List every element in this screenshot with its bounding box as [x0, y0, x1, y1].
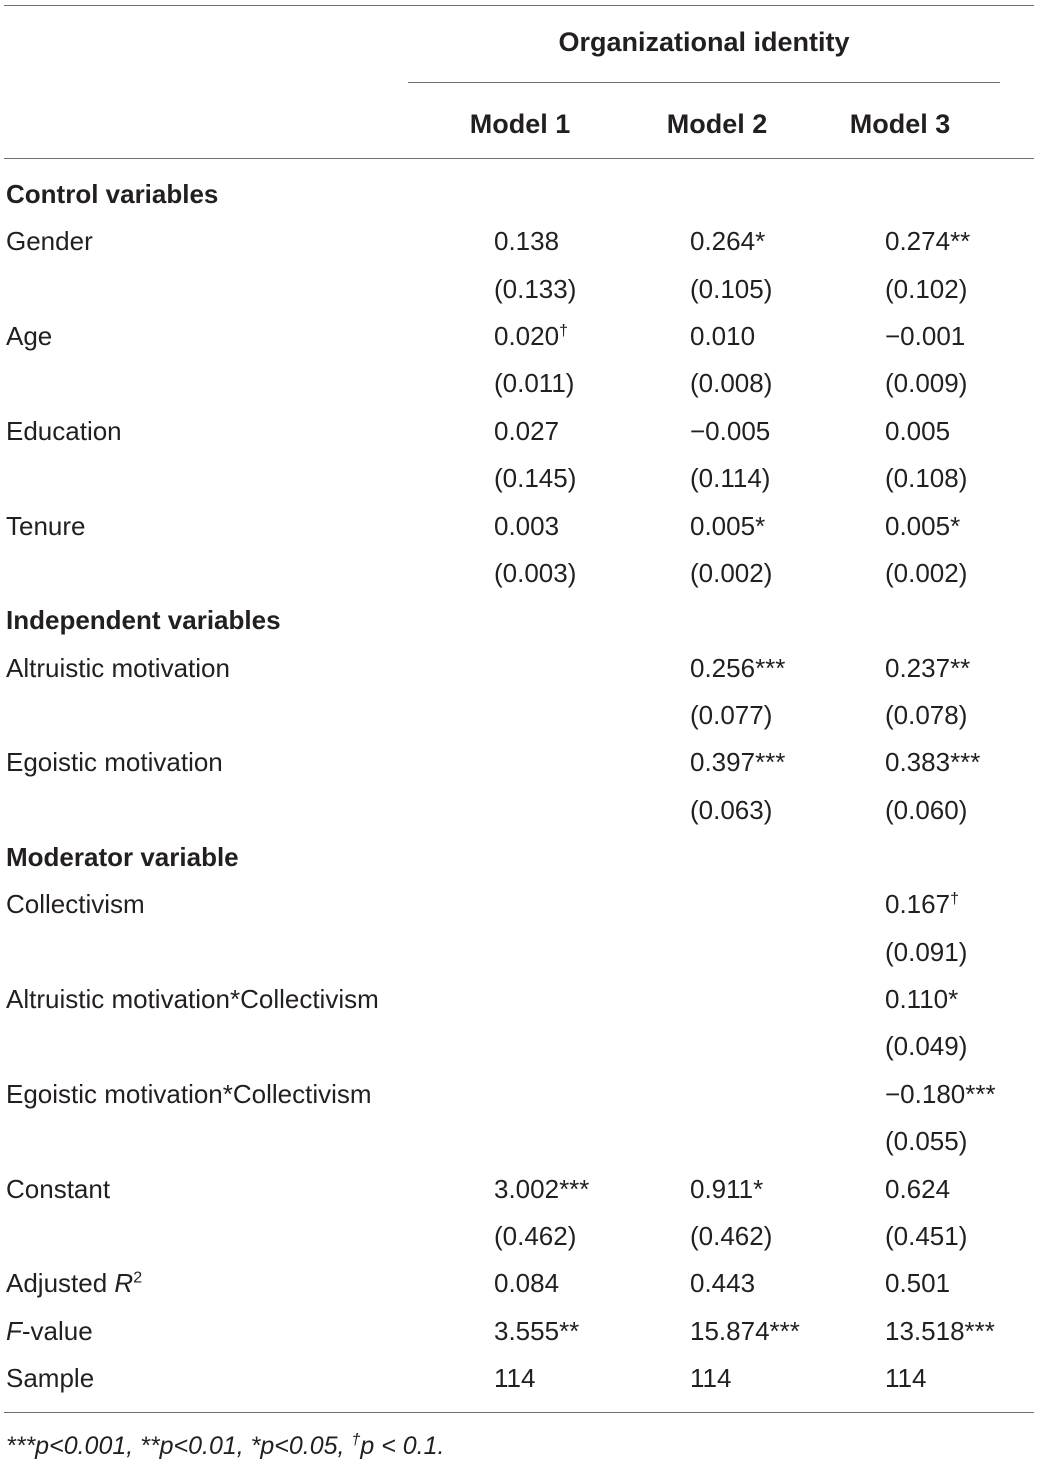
column-header-model-3: Model 3	[849, 109, 951, 139]
cell-model-3: 0.005*	[885, 510, 961, 541]
table-row	[0, 408, 1040, 455]
table-row	[0, 455, 1040, 502]
column-header-model-1: Model 1	[469, 109, 571, 139]
cell-model-2: −0.005	[690, 415, 771, 446]
section-row	[0, 171, 1040, 218]
cell-model-2: 114	[690, 1362, 732, 1393]
row-label: Altruistic motivation	[6, 652, 230, 683]
table-row	[0, 1023, 1040, 1070]
cell-model-3: (0.009)	[885, 368, 968, 399]
group-header: Organizational identity	[558, 27, 850, 57]
cell-model-2: 0.264*	[690, 226, 766, 257]
row-label: Tenure	[6, 510, 86, 541]
row-label: Collectivism	[6, 889, 145, 920]
table-row	[0, 787, 1040, 834]
cell-model-2: 0.443	[690, 1268, 756, 1299]
table-row	[0, 1166, 1040, 1213]
row-label: Sample	[6, 1362, 95, 1393]
row-label: Egoistic motivation*Collectivism	[6, 1078, 372, 1109]
cell-model-3: 0.624	[885, 1173, 951, 1204]
table-row	[0, 1071, 1040, 1118]
cell-model-3: 13.518***	[885, 1315, 995, 1346]
cell-model-3: 0.110*	[885, 984, 959, 1015]
cell-model-3: 0.237**	[885, 652, 971, 683]
section-label: Independent variables	[6, 605, 281, 636]
top-rule	[4, 5, 1034, 6]
cell-model-2: (0.114)	[690, 463, 771, 494]
section-label: Control variables	[6, 179, 219, 209]
cell-model-3: (0.108)	[885, 463, 968, 494]
cell-model-3: 0.167†	[885, 889, 959, 920]
cell-model-3: −0.180***	[885, 1078, 996, 1109]
table-row	[0, 550, 1040, 597]
bottom-rule	[4, 1412, 1034, 1413]
table-row	[0, 692, 1040, 739]
cell-model-1: 3.002***	[494, 1173, 590, 1204]
cell-model-2: (0.077)	[690, 699, 773, 730]
group-header-rule	[408, 82, 1000, 83]
table-row	[0, 266, 1040, 313]
table-body	[0, 171, 1040, 1402]
cell-model-1: (0.133)	[494, 273, 577, 304]
table-row	[0, 1355, 1040, 1402]
cell-model-3: (0.091)	[885, 936, 968, 967]
cell-model-1: (0.011)	[494, 368, 575, 399]
cell-model-2: (0.105)	[690, 273, 773, 304]
table-row	[0, 1118, 1040, 1165]
cell-model-2: 0.010	[690, 321, 756, 352]
row-label: Education	[6, 415, 122, 446]
cell-model-3: (0.102)	[885, 273, 968, 304]
cell-model-3: (0.002)	[885, 557, 968, 588]
cell-model-1: 0.084	[494, 1268, 560, 1299]
table-row	[0, 739, 1040, 786]
cell-model-3: (0.078)	[885, 699, 968, 730]
section-row	[0, 834, 1040, 881]
cell-model-2: (0.063)	[690, 794, 773, 825]
header-rule	[4, 158, 1034, 159]
cell-model-3: (0.060)	[885, 794, 968, 825]
cell-model-3: −0.001	[885, 321, 966, 352]
table-row	[0, 976, 1040, 1023]
cell-model-3: 114	[885, 1362, 927, 1393]
cell-model-3: 0.005	[885, 415, 951, 446]
cell-model-1: (0.145)	[494, 463, 577, 494]
section-row	[0, 597, 1040, 644]
table-row	[0, 881, 1040, 928]
cell-model-2: (0.462)	[690, 1220, 773, 1251]
column-header-model-2: Model 2	[666, 109, 768, 139]
cell-model-2: (0.002)	[690, 557, 773, 588]
cell-model-2: (0.008)	[690, 368, 773, 399]
cell-model-3: 0.501	[885, 1268, 951, 1299]
table-row	[0, 313, 1040, 360]
cell-model-3: (0.451)	[885, 1220, 968, 1251]
row-label: Age	[6, 321, 53, 352]
cell-model-1: 0.138	[494, 226, 560, 257]
cell-model-3: (0.049)	[885, 1031, 968, 1062]
row-label: Gender	[6, 226, 93, 257]
cell-model-2: 0.911*	[690, 1173, 764, 1204]
cell-model-1: 0.020†	[494, 321, 568, 352]
cell-model-1: (0.462)	[494, 1220, 577, 1251]
table-row	[0, 1260, 1040, 1307]
cell-model-2: 0.397***	[690, 747, 786, 778]
row-label: Altruistic motivation*Collectivism	[6, 984, 379, 1015]
row-label: Adjusted $R^2$	[6, 1268, 143, 1299]
cell-model-2: 15.874***	[690, 1315, 800, 1346]
table-row	[0, 1213, 1040, 1260]
cell-model-1: 3.555**	[494, 1315, 580, 1346]
cell-model-3: (0.055)	[885, 1126, 968, 1157]
cell-model-3: 0.274**	[885, 226, 971, 257]
row-label: F-value	[6, 1315, 93, 1346]
cell-model-1: 0.003	[494, 510, 560, 541]
table-row	[0, 360, 1040, 407]
cell-model-1: (0.003)	[494, 557, 577, 588]
cell-model-1: 114	[494, 1362, 536, 1393]
table-row	[0, 929, 1040, 976]
cell-model-1: 0.027	[494, 415, 560, 446]
cell-model-2: 0.005*	[690, 510, 766, 541]
table-row	[0, 218, 1040, 265]
row-label: Egoistic motivation	[6, 747, 223, 778]
section-label: Moderator variable	[6, 842, 239, 873]
row-label: Constant	[6, 1173, 111, 1204]
table-row	[0, 645, 1040, 692]
cell-model-3: 0.383***	[885, 747, 981, 778]
table-row	[0, 1308, 1040, 1355]
footnote: ***p<0.001, **p<0.01, *p<0.05, †p < 0.1.	[6, 1431, 445, 1460]
cell-model-2: 0.256***	[690, 652, 786, 683]
table-row	[0, 503, 1040, 550]
